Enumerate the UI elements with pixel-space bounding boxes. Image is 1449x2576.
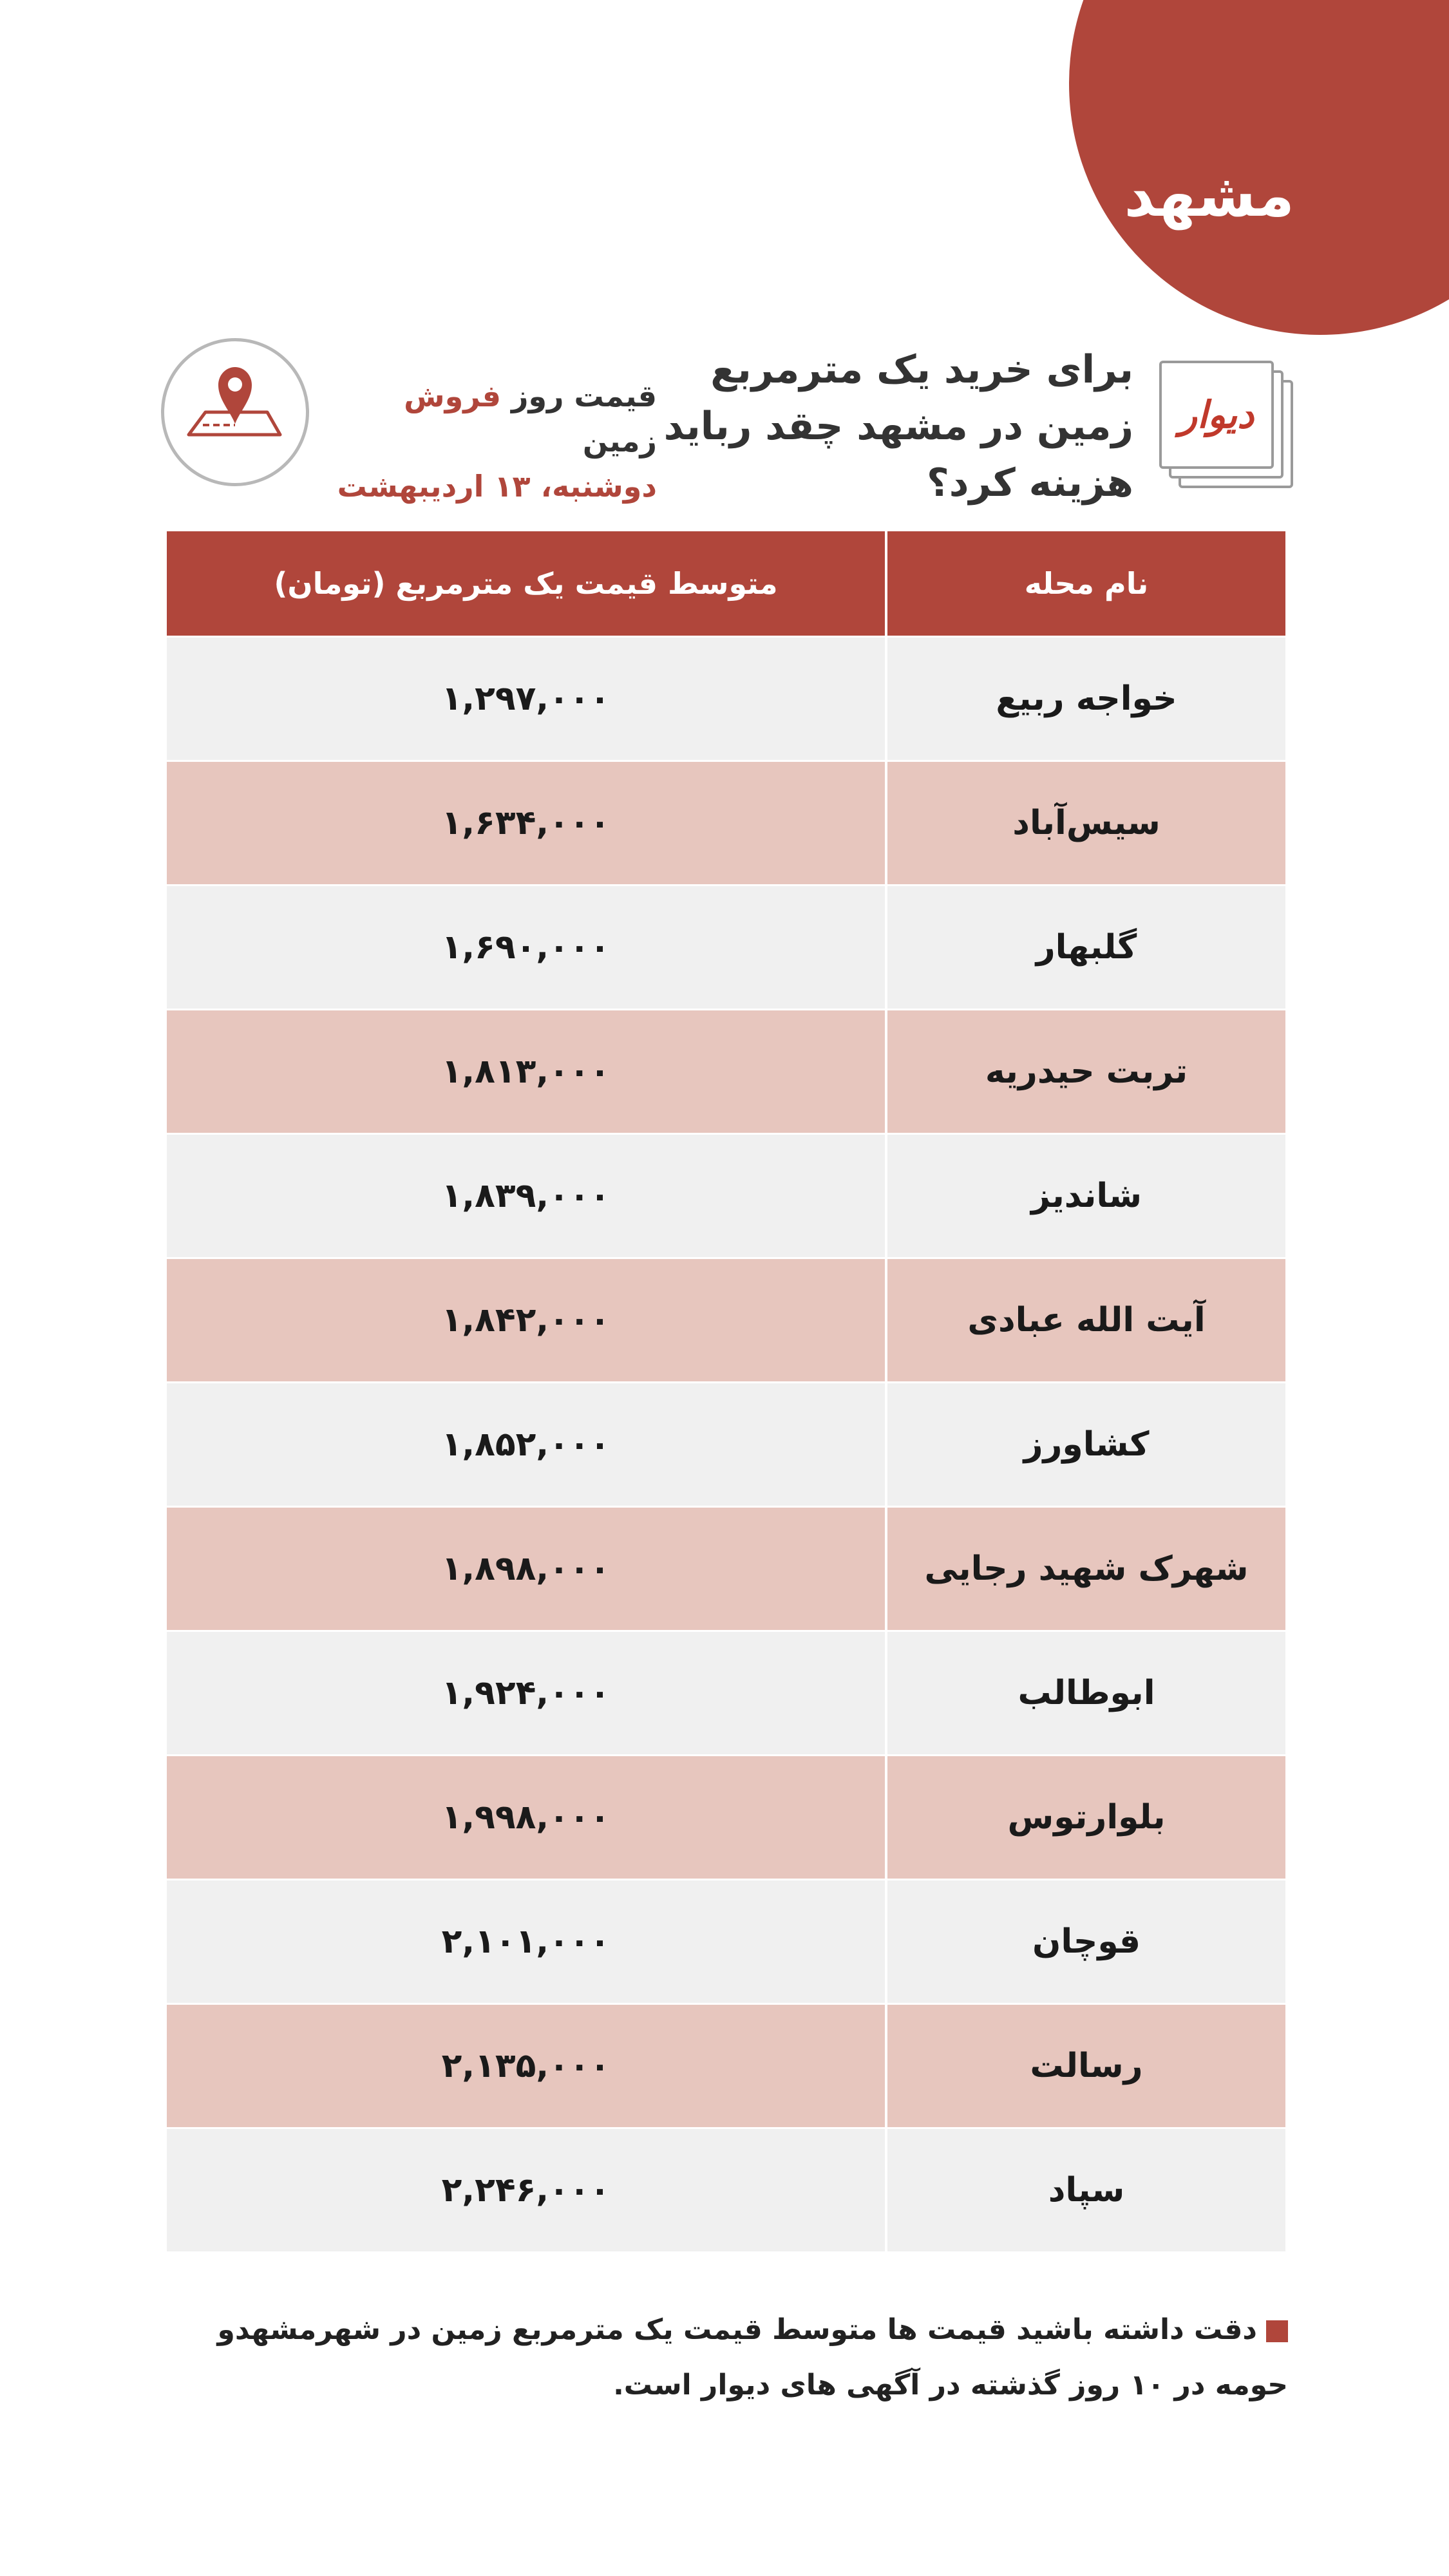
- table-row: [167, 1383, 1285, 1507]
- table-row: [167, 1631, 1285, 1756]
- note-bullet-icon: [1266, 2320, 1288, 2342]
- table-row: [167, 1010, 1285, 1134]
- table-row: [167, 886, 1285, 1010]
- price-label-accent: فروش: [404, 379, 501, 413]
- avg-price-value: ۱,۸۹۸,۰۰۰: [167, 1507, 886, 1631]
- avg-price-value: ۱,۹۲۴,۰۰۰: [167, 1631, 886, 1756]
- table-row: [167, 1880, 1285, 2004]
- neighborhood-name: ابوطالب: [886, 1631, 1285, 1756]
- table-row: [167, 1507, 1285, 1631]
- avg-price-value: ۱,۸۳۹,۰۰۰: [167, 1134, 886, 1258]
- avg-price-value: ۱,۸۱۳,۰۰۰: [167, 1010, 886, 1134]
- neighborhood-name: کشاورز: [886, 1383, 1285, 1507]
- avg-price-value: ۱,۶۳۴,۰۰۰: [167, 761, 886, 886]
- table-row: [167, 2004, 1285, 2128]
- neighborhood-name: شاندیز: [886, 1134, 1285, 1258]
- footer-note: [161, 2302, 1288, 2413]
- neighborhood-name: رسالت: [886, 2004, 1285, 2128]
- avg-price-value: ۱,۲۹۷,۰۰۰: [167, 637, 886, 761]
- map-pin-icon: [161, 338, 309, 486]
- header-avg-price: متوسط قیمت یک مترمربع (تومان): [167, 531, 886, 637]
- neighborhood-name: تربت حیدریه: [886, 1010, 1285, 1134]
- divar-logo: [1159, 361, 1288, 483]
- avg-price-value: ۱,۸۴۲,۰۰۰: [167, 1258, 886, 1383]
- neighborhood-name: بلوارتوس: [886, 1756, 1285, 1880]
- table-row: [167, 2128, 1285, 2252]
- logo-text: دیوار: [1179, 393, 1255, 437]
- neighborhood-name: سپاد: [886, 2128, 1285, 2252]
- price-label: [322, 374, 657, 509]
- avg-price-value: ۲,۱۳۵,۰۰۰: [167, 2004, 886, 2128]
- price-date: دوشنبه، ۱۳ اردیبهشت: [337, 469, 657, 504]
- price-label-prefix: قیمت روز: [511, 379, 657, 413]
- table-row: [167, 761, 1285, 886]
- avg-price-value: ۱,۸۵۲,۰۰۰: [167, 1383, 886, 1507]
- table-row: [167, 637, 1285, 761]
- table-header-row: [167, 531, 1285, 637]
- table-row: [167, 1756, 1285, 1880]
- headline-question: برای خرید یک مترمربع زمین در مشهد چقد رباید هزینه کرد؟: [663, 347, 1133, 506]
- price-label-line: [322, 374, 657, 464]
- neighborhood-name: آیت الله عبادی: [886, 1258, 1285, 1383]
- neighborhood-name: گلبهار: [886, 886, 1285, 1010]
- avg-price-value: ۲,۱۰۱,۰۰۰: [167, 1880, 886, 2004]
- footer-note-text: دقت داشته باشید قیمت ها متوسط قیمت یک مترمربع زمین در شهرمشهدو حومه در ۱۰ روز گذشته در آگهی های دیوار است.: [217, 2313, 1288, 2401]
- price-table: [167, 531, 1285, 2251]
- neighborhood-name: سیس‌آباد: [886, 761, 1285, 886]
- price-label-suffix: زمین: [582, 424, 657, 459]
- avg-price-value: ۲,۲۴۶,۰۰۰: [167, 2128, 886, 2252]
- avg-price-value: ۱,۶۹۰,۰۰۰: [167, 886, 886, 1010]
- neighborhood-name: قوچان: [886, 1880, 1285, 2004]
- city-title: مشهد: [1124, 161, 1294, 230]
- avg-price-value: ۱,۹۹۸,۰۰۰: [167, 1756, 886, 1880]
- neighborhood-name: شهرک شهید رجایی: [886, 1507, 1285, 1631]
- neighborhood-name: خواجه ربیع: [886, 637, 1285, 761]
- table-row: [167, 1258, 1285, 1383]
- table-row: [167, 1134, 1285, 1258]
- logo-page-front: [1159, 361, 1274, 469]
- header-neighborhood: نام محله: [886, 531, 1285, 637]
